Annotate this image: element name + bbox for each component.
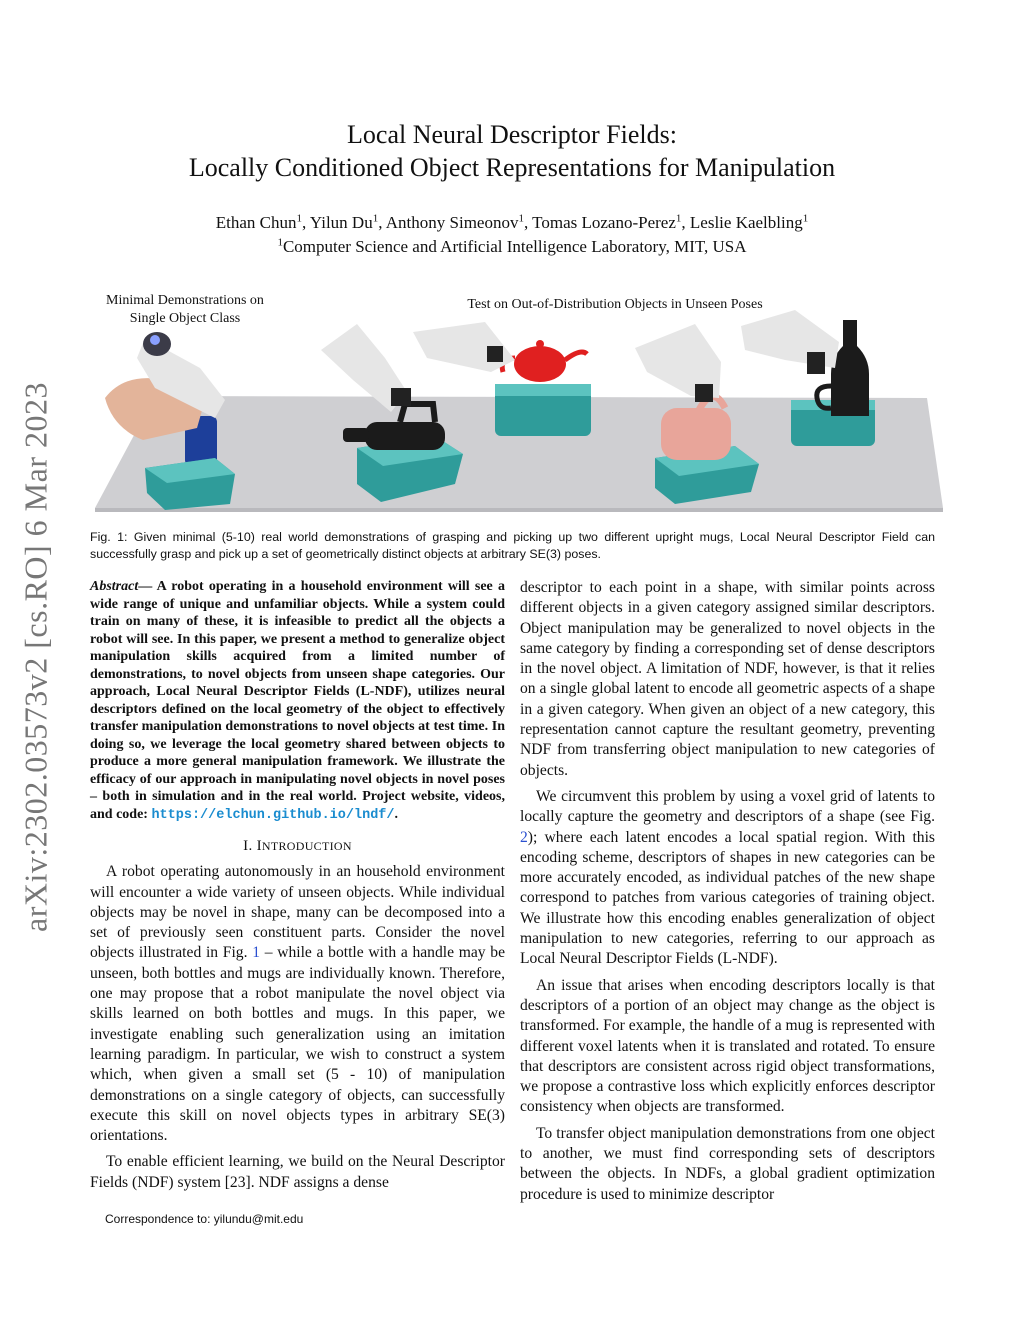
paper-title-line-1: Local Neural Descriptor Fields: (347, 120, 677, 149)
affiliation-text: Computer Science and Artificial Intelligence Laboratory, MIT, USA (282, 237, 747, 256)
text-run: A robot operating autonomously in an household environment will encounter a wide variety of unseen objects. While individual objects may be novel in shape, many can be decomposed into a set of previously seen constituent parts. Consider the novel objects illustrated in Fig. (90, 863, 505, 962)
figure-reference-link[interactable]: 1 (252, 944, 260, 962)
figure-reference-link[interactable]: 2 (520, 828, 528, 846)
bottle-with-handle (365, 422, 445, 450)
author-affil-mark: 1 (675, 212, 682, 225)
right-paragraph-3: An issue that arises when encoding descriptors locally is that descriptors of a portion of an object may change as the object is transformed. For example, the handle of a mug is represented with different voxel latents when it is translated and rotated. To ensure that descriptors are consistent across rigid object transformations, we propose a contrastive loss which explicitly enforces descriptor consistency when objects are transformed. (520, 976, 935, 1116)
teapot (502, 340, 587, 382)
right-paragraph-2 (520, 787, 935, 970)
author-list: Ethan Chun$^1$, Yilun Du$^1$, Anthony Simeonov$^1$, Tomas Lozano-Perez$^1$, Leslie Kaelbling$^1$ (215, 212, 809, 232)
section-number: I. (243, 838, 257, 854)
gripper-scene-5 (741, 310, 839, 374)
intro-paragraph-2: To enable efficient learning, we build on the Neural Descriptor Fields (NDF) system [23]. NDF assigns a dense (90, 1153, 505, 1191)
correspondence-footnote: Correspondence to: yilundu@mit.edu (105, 1212, 304, 1226)
author-affil-mark: 1 (296, 212, 303, 225)
author-name: Anthony Simeonov (385, 213, 519, 232)
author-name: Yilun Du (309, 213, 373, 232)
abstract-end: . (394, 806, 398, 822)
paper-title-line-2: Locally Conditioned Object Representations for Manipulation (188, 153, 836, 182)
author-affil-mark: 1 (518, 212, 524, 225)
section-title-rest: NTRODUCTION (261, 839, 352, 853)
author-name: Ethan Chun (215, 213, 297, 232)
left-column (90, 578, 505, 1193)
affiliation-mark: 1 (277, 236, 283, 249)
teaser-figure (95, 288, 945, 518)
section-title-initial: I (256, 838, 262, 854)
right-paragraph-4: To transfer object manipulation demonstrations from one object to another, we must find corresponding sets of descriptors between the objects. In NDFs, a global gradient optimization procedure is used to minimize descriptor (520, 1124, 935, 1203)
section-heading-introduction (90, 836, 505, 856)
author-affil-mark: 1 (372, 212, 379, 225)
gripper-scene-3 (413, 322, 515, 372)
abstract-text: — A robot operating in a household environment will see a wide range of unique and unfamiliar objects. While a system could train on many of these, it is infeasible to predict all the objects a robot will see. In this paper, we present a method to generalize object manipulation skills acquired from a limited number of demonstrations, to novel objects from unseen shape categories. Our approach, Local Neural Descriptor Fields (L-NDF), utilizes neural descriptors defined on the local geometry of the object to effectively transfer manipulation demonstrations to novel objects at test time. In doing so, we leverage the local geometry shared between objects to produce a more general manipulation framework. We illustrate the efficacy of our approach in manipulating novel objects in novel poses – both in simulation and in the real world. Project website, videos, and code: (90, 579, 505, 822)
right-paragraph-1: descriptor to each point in a shape, with similar points across different objects in a given category assigned similar descriptors. Object manipulation may be generalized to novel objects in the same category by finding a corresponding set of dense descriptors in the novel object. A limitation of NDF, however, is that it relies on a single global latent to encode all geometric aspects of a shape in a given category. When given an object of a new category, this representation cannot capture the resultant geometry, preventing NDF from transferring object manipulation to new categories of objects. (520, 579, 935, 779)
right-column (520, 578, 935, 1205)
figure-label-line: Single Object Class (129, 311, 241, 326)
arxiv-id-text: arXiv:2302.03573v2 [cs.RO] 6 Mar 2023 (17, 382, 54, 932)
text-run: ); where each latent encodes a local spatial region. With this encoding scheme, descriptors of shapes in new categories can be more accurately encoded, as individual patches of the new shape correspond to patches from various categories of training object. We illustrate how this encoding enables generalization of object manipulation to new categories, referring to our approach as Local Neural Descriptor Fields (L-NDF). (520, 828, 935, 968)
figure-label-line: Minimal Demonstrations on (106, 293, 264, 308)
abstract-label: Abstract (90, 579, 139, 594)
gripper-scene-4 (635, 324, 721, 402)
arxiv-sidebar-identifier (12, 357, 60, 957)
pink-mug (661, 408, 731, 460)
author-name: Tomas Lozano-Perez (532, 213, 676, 232)
black-bottle (831, 320, 869, 416)
affiliation (0, 236, 1024, 258)
intro-paragraph-1 (90, 862, 505, 1146)
figure-label-test: Test on Out-of-Distribution Objects in Unseen Poses (467, 297, 763, 312)
figure-caption: Fig. 1: Given minimal (5-10) real world demonstrations of grasping and picking up two different upright mugs, Local Neural Descriptor Field can successfully grasp and pick up a set of geometrically distinct objects at arbitrary SE(3) poses. (90, 530, 935, 561)
figure-label-demos (85, 292, 285, 328)
project-url-link[interactable]: https://elchun.github.io/lndf/ (151, 807, 395, 823)
text-run: We circumvent this problem by using a voxel grid of latents to locally capture the geometry and descriptors of a shape (see Fig. (520, 787, 935, 826)
author-affil-mark: 1 (802, 212, 809, 225)
author-name: Leslie Kaelbling (689, 213, 803, 232)
text-run: – while a bottle with a handle may be unseen, both bottles and mugs are individually known. Therefore, one may propose that a robot manipulate the novel object via skills learned on both bottles and mugs. In this paper, we investigate enabling such generalization using an imitation learning paradigm. In particular, we wish to construct a system which, when given a small set (5 - 10) of manipulation demonstrations on a single category of objects, can successfully execute this skill on novel objects types in arbitrary SE(3) orientations. (90, 944, 505, 1145)
abstract (90, 578, 505, 824)
